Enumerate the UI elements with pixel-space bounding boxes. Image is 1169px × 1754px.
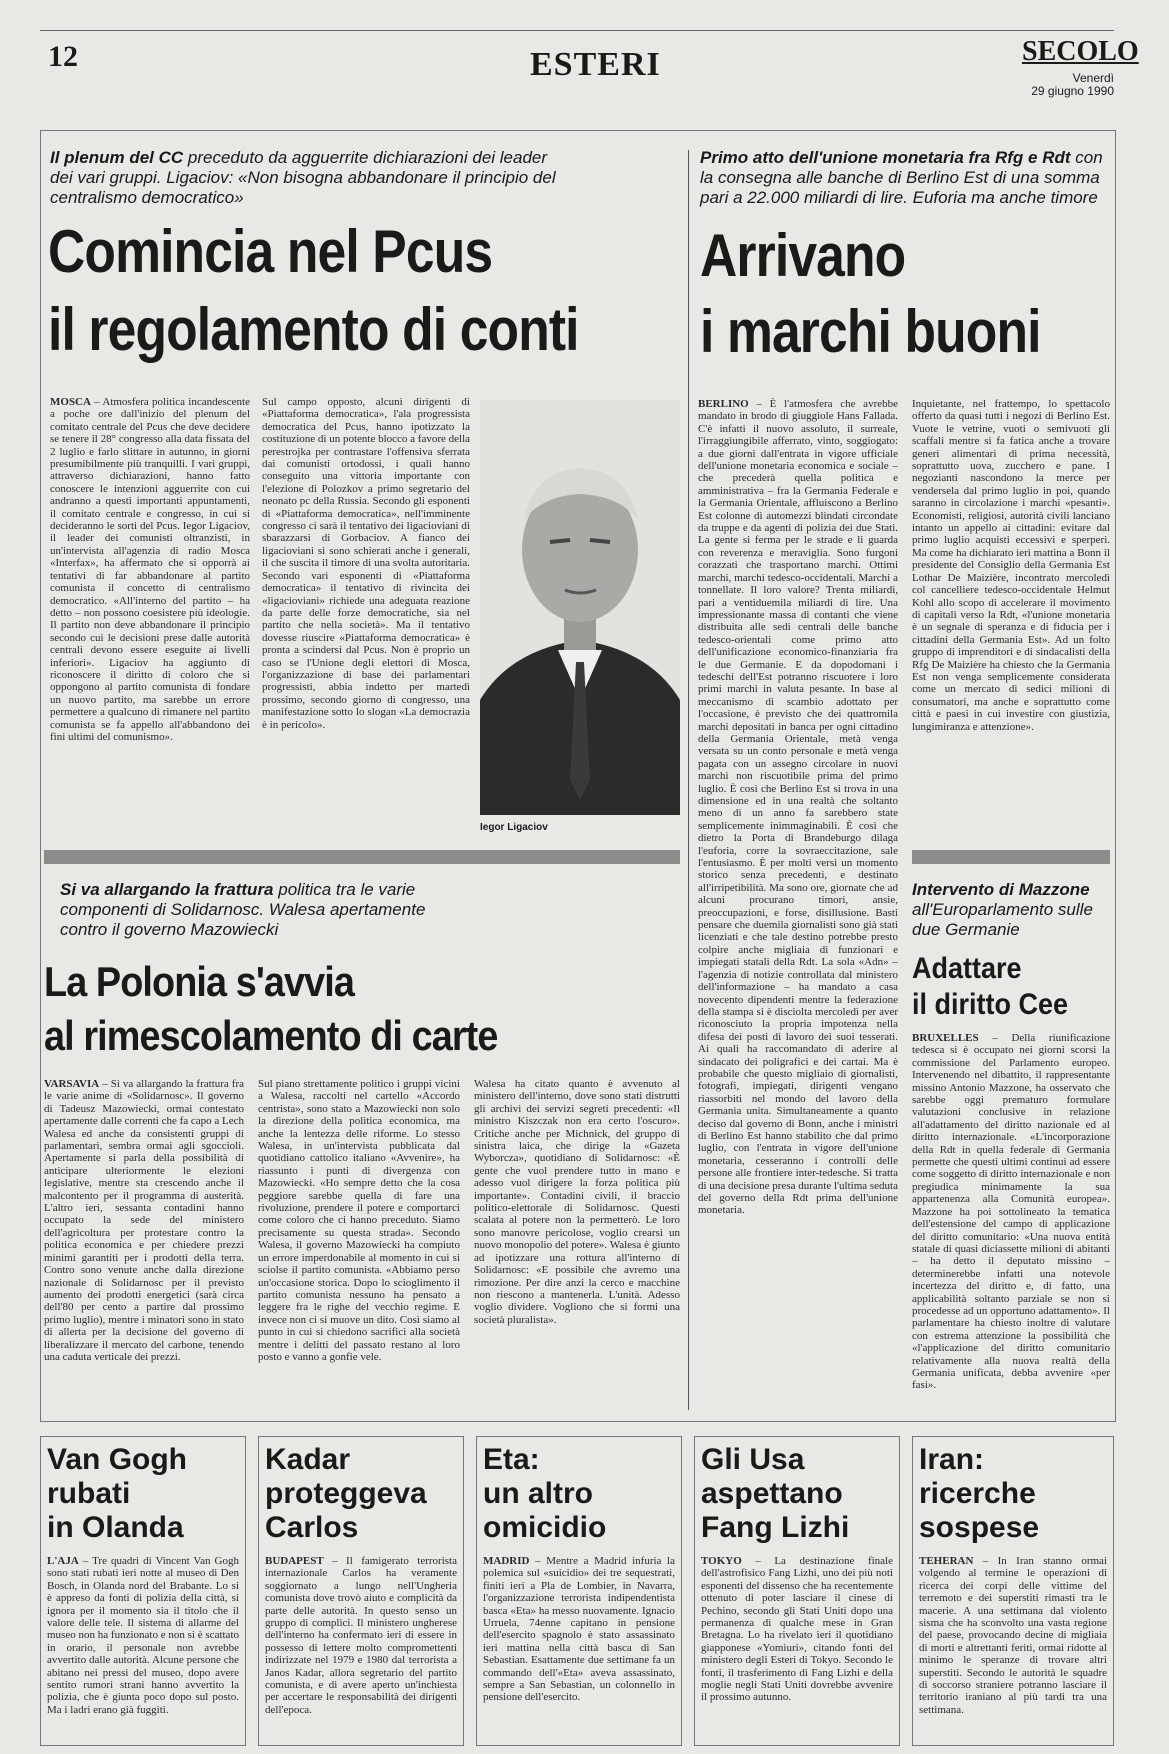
brief-text-eta [483, 1555, 675, 1741]
pcus-headline-line1: Comincia nel Pcus [48, 218, 493, 285]
pcus-column-2 [262, 396, 470, 836]
brief-box-iran [912, 1436, 1114, 1746]
pcus-headline-line2: il regolamento di conti [48, 296, 579, 363]
pcus-kicker-rest: preceduto da agguerrite dichiarazioni dei leader dei vari gruppi. Ligaciov: «Non bisogna abbandonare il principio del centralismo democratico» [50, 148, 556, 207]
polonia-headline-line1: La Polonia s'avvia [44, 958, 355, 1005]
polonia-kicker [60, 880, 460, 940]
brief-headline-van-gogh [47, 1443, 243, 1545]
brief-headline-iran [919, 1443, 1111, 1545]
mazzone-kicker-rest: all'Europarlamento sulle due Germanie [912, 900, 1093, 939]
rdt-headline-line2: i marchi buoni [700, 298, 1041, 365]
polonia-place: VARSAVIA [44, 1078, 100, 1090]
rdt-kicker-lead: Primo atto dell'unione monetaria fra Rfg e Rdt [700, 148, 1071, 167]
brief-place: L'AJA [47, 1555, 79, 1567]
brief-headline-line: Van Gogh [47, 1443, 188, 1476]
pcus-kicker-lead: Il plenum del CC [50, 148, 184, 167]
brief-box-fang-lizhi [694, 1436, 900, 1746]
brief-place: TEHERAN [919, 1555, 974, 1567]
brief-text-fang-lizhi [701, 1555, 893, 1741]
polonia-column-1 [44, 1078, 244, 1414]
polonia-kicker-rest: politica tra le varie componenti di Solidarnosc. Walesa apertamente contro il governo Mazowiecki [60, 880, 426, 939]
rdt-column-2 [912, 398, 1110, 846]
page-number: 12 [48, 40, 78, 73]
brief-body: – Mentre a Madrid infuria la polemica sul «suicidio» dei tre sequestrati, finiti ieri a Pla de Lombier, in Navarra, l'organizzazione terrorista indipendentista basca «Eta» ha messo nuovamente. Ignacio Urruela, 74enne capitano in pensione dell'esercito spagnolo è stato assassinato ieri mattina nella città basca di San Sebastian. Esattamente due settimane fa un commando dell'«Eta» aveva assassinato, sempre a San Sebastian, un colonnello in pensione dell'esercito. [483, 1555, 675, 1704]
mazzone-place: BRUXELLES [912, 1032, 979, 1044]
issue-date: 29 giugno 1990 [1031, 84, 1114, 98]
brief-headline-line: in Olanda [47, 1511, 184, 1544]
brief-text-van-gogh [47, 1555, 239, 1741]
mazzone-kicker-lead: Intervento di Mazzone [912, 880, 1090, 899]
brief-headline-line: Eta: [483, 1443, 540, 1476]
section-title: ESTERI [530, 46, 661, 83]
rdt-kicker [700, 148, 1110, 208]
gray-divider-left [44, 850, 680, 864]
rdt-headline-line1: Arrivano [700, 222, 906, 289]
brief-box-van-gogh [40, 1436, 246, 1746]
pcus-col1-text: – Atmosfera politica incandescente a poche ore dall'inizio del plenum del comitato centrale del Pcus che deve decidere se tenere il 28° congresso alla data fissata del 2 luglio e farlo slittare in autunno, in giorni presumibilmente più tranquilli. I vari gruppi, attraverso dichiarazioni, hanno fatto conoscere le intenzioni agguerrite con cui andranno a questi importanti appuntamenti, il comitato centrale e congresso, in cui si decideranno le sorti del Pcus. Iegor Ligaciov, il leader dei comunisti oltranzisti, in un'intervista all'agenzia di radio Mosca «Interfax», ha affermato che si opporrà ai tentativi di far abbandonare al partito comunista il concetto di centralismo democratico. «All'interno del partito – ha detto – non possono coesistere più ideologie. Il partito non deve abbandonare il principio secondo cui le decisioni prese dalle autorità centrali devono essere eseguite ai livelli inferiori». Ligaciov ha aggiunto di riconoscere il diritto di coloro che si oppongono al partito comunista di fondare un nuovo partito, ma sarebbe un errore permettere a qualcuno di rimanere nel partito comunista se fa appello all'abbandono dei fini ultimi del comunismo». [50, 396, 250, 743]
brief-headline-kadar [265, 1443, 461, 1545]
pcus-column-1 [50, 396, 250, 836]
brief-headline-eta [483, 1443, 679, 1545]
brief-place: MADRID [483, 1555, 530, 1567]
polonia-headline-line2: al rimescolamento di carte [44, 1012, 498, 1059]
mazzone-kicker [912, 880, 1112, 940]
brief-box-kadar [258, 1436, 464, 1746]
vertical-divider [688, 150, 689, 1410]
brief-headline-fang-lizhi [701, 1443, 897, 1545]
rdt-col2-text: Inquietante, nel frattempo, lo spettacolo offerto da quasi tutti i negozi di Berlino Est. Vuote le vetrine, vuoti o semivuoti gli scaffali mentre si fa fatica anche a trovare generi alimentari di prima necessità, soprattutto uova, zucchero e pane. I negozianti nascondono la merce per vendersela dal primo luglio in poi, quando saranno in circolazione i marchi «pesanti». Economisti, religiosi, autorità civili lanciano intanto un appello ai cittadini: evitare dal primo luglio acquisti eccessivi e sperperi. Ma come ha dichiarato ieri mattina a Bonn il presidente del Consiglio della Germania Est Lothar De Maizière, incontrato mercoledì col cancelliere tedesco-occidentale Helmut Kohl allo scopo di accelerare il movimento di capitali verso la Rdt, «l'unione monetaria è un segnale di speranza e di fiducia per i cittadini della Germania Est». Ad un folto gruppo di imprenditori e di sindacalisti della Rfg De Maizière ha chiesto che la Germania Est non venga semplicemente considerata come un mercato di sedici milioni di consumatori, ma anche e soprattutto come città e paesi in cui investire con giustizia, lungimiranza e attenzione». [912, 398, 1110, 733]
brief-body: – Tre quadri di Vincent Van Gogh sono stati rubati ieri notte al museo di Den Bosch, in Olanda nord del Brabante. Lo si è appreso da fonti di polizia della città, si ignora per il momento sia il titolo che il valore delle tele. Il sistema di allarme del museo non ha funzionato e non si è scattato in orario, il personale non avrebbe avvertito dalle autorità. Alcune persone che abitano nei pressi del museo, dopo avere sentito rumori strani hanno avvertito la polizia, che è giunta poco dopo sul posto. Ma i ladri erano già fuggiti. [47, 1555, 239, 1716]
mazzone-column [912, 1032, 1110, 1414]
polonia-column-3 [474, 1078, 680, 1414]
portrait-illustration [480, 400, 680, 815]
masthead-logo: SECOLO [1022, 36, 1139, 67]
mazzone-headline-line1: Adattare [912, 952, 1022, 985]
brief-box-eta [476, 1436, 682, 1746]
brief-headline-line: proteggeva [265, 1477, 427, 1510]
rdt-column-1 [698, 398, 898, 1414]
brief-headline-line: Kadar [265, 1443, 351, 1476]
brief-headline-line: sospese [919, 1511, 1040, 1544]
brief-headline-line: Iran: [919, 1443, 985, 1476]
brief-headline-line: Fang Lizhi [701, 1511, 850, 1544]
polonia-col1-text: – Si va allargando la frattura fra le varie anime di «Solidarnosc». Il governo di Tadeusz Mazowiecki, ormai contestato apertamente dalle correnti che fa capo a Lech Walesa ed anche da consistenti gruppi di parlamentari, sembra ormai agli sgoccioli. Apertamente si parla della possibilità di anticipare ulteriormente le elezioni legislative, mentre sta crescendo anche il malcontento per il programma di austerità. L'altro ieri, sessanta contadini hanno occupato la sede del ministero dell'agricoltura per protestare contro la politica economica e per chiedere prezzi minimi garantiti per i prodotti della terra. Contro sono venute anche dalla direzione nazionale di Solidarnosc per il previsto aumento dei prodotti energetici (sarà circa dell'80 per cento a partire dal prossimo primo luglio), mentre i minatori sono in stato di allerta per la decisione del governo di liberalizzare il mercato del carbone, tenendo una caduta verticale dei prezzi. [44, 1078, 244, 1363]
portrait-photo [480, 400, 680, 815]
photo-caption: Iegor Ligaciov [480, 822, 548, 833]
brief-headline-line: omicidio [483, 1511, 607, 1544]
top-rule [40, 30, 1114, 31]
mazzone-headline-line2: il diritto Cee [912, 988, 1069, 1021]
brief-body: – Il famigerato terrorista internazionale Carlos ha veramente soggiornato a lungo nell'Ungheria comunista dove trovò aiuto e complicità da parte delle autorità. In questo senso un gruppo di complici. Il ministero ungherese dell'interno ha confermato ieri di essere in possesso di lettere molto compromettenti indirizzate nel 1979 e 1980 dal terrorista a Janos Kadar, allora segretario del partito comunista, e di avere aperto un'inchiesta per accertare le responsabilità dei dirigenti dell'epoca. [265, 1555, 457, 1716]
brief-body: – In Iran stanno ormai volgendo al termine le operazioni di ricerca dei corpi delle vittime del terremoto e dei superstiti rimasti tra le macerie. A una settimana dal violento sisma che ha sconvolto una vasta regione del paese, provocando decine di migliaia di morti e altrettanti feriti, ormai ridotte al minimo le speranze di trovare altri superstiti. Secondo le autorità le squadre di soccorso straniere potranno lasciare il territorio iraniano al più tardi tra una settimana. [919, 1555, 1107, 1716]
polonia-column-2 [258, 1078, 460, 1414]
polonia-col2-text: Sul piano strettamente politico i gruppi vicini a Walesa, raccolti nel cartello «Accordo centrista», sono stato a Mazowiecki non solo la direzione della politica economica, ma anche la lentezza delle riforme. Lo stesso Walesa, in un'intervista pubblicata dal quotidiano cattolico italiano «Avvenire», ha riassunto i punti di divergenza con Mazowiecki. «Ho sempre detto che la cosa peggiore sarebbe quella di fare una rivoluzione, prendere il potere e comportarci come coloro che ci hanno preceduto. Siamo precisamente su questa strada». Secondo Walesa, il governo Mazowiecki ha compiuto un errore imperdonabile al momento in cui si sciolse il partito comunista. «Abbiamo perso un'occasione storica. Dopo lo scioglimento il partito comunista nessuno ha pensato a leggere fra le righe del vecchio regime. E invece non ci si muove un dito. Così siamo al punto in cui si chiedono sacrifici alla società mentre i delitti del passato restano al loro posto e vanno a gonfie vele. [258, 1078, 460, 1363]
polonia-col3-text: Walesa ha citato quanto è avvenuto al ministero dell'interno, dove sono stati distrutti gli archivi dei servizi segreti precedenti: «Il ministro Kiszczak non era certo l'oscuro». Critiche anche per Michnick, del gruppo di sinistra laica, che dirige la «Gazeta Wyborcza», quotidiano di Solidarnosc: «È gente che vuol prendere tutto in mano e adesso vuol dirigere la forza politica più importante». Contadini civili, il braccio politico-elettorale di Solidarnosc. Questi scalata al potere non la permetterò. Le loro sono manovre pericolose, voglio crearsi un nuovo monopolio del potere». Walesa è giunto ad ipotizzare una rottura all'interno di Solidarnosc: «E possibile che avremo una rimozione. Per dire anzi la cerco e macchine non riescono a mantenerla. L'unità. Adesso voglio dividere. Vogliono che si formi una società pluralista». [474, 1078, 680, 1326]
brief-headline-line: Carlos [265, 1511, 359, 1544]
dateline [1022, 72, 1114, 98]
polonia-kicker-lead: Si va allargando la frattura [60, 880, 274, 899]
rdt-col1-text: – È l'atmosfera che avrebbe mandato in brodo di giuggiole Hans Fallada. C'è infatti il nuovo assoluto, il surreale, l'irraggiungibile afferrato, vinto, soggiogato: a due giorni dall'entrata in vigore ufficiale dell'unione monetaria economica e sociale – che precederà quella politica e amministrativa – fra la Germania Federale e la Germania Orientale, affluiscono a Berlino Est colonne di automezzi blindati circondate da truppe e da agenti di polizia dei due Stati. La gente si ferma per le strade e li guarda con reverenza e meraviglia. Sono furgoni corazzati che trasportano marchi. Ottimi marchi, marchi tedesco-occidentali. Marchi a tonnellate. Il loro valore? Trenta miliardi, pari a ventiduemila miliardi di lire. Una impressionante massa di contanti che viene distribuita alle sedi centrali delle banche tedesco-orientali come primo atto dell'unificazione economico-finanziaria fra le due Germanie. E da dopodomani i tedeschi dell'Est potranno riscuotere i loro primi marchi in valuta pesante. In base al meccanismo di scambio adottato per l'occasione, è previsto che dei quattromila marchi depositati in banca per ogni cittadino della Germania Orientale, metà venga versata su un conto personale e metà venga pagata con un assegno circolare in nuovi marchi non riscuotibile prima del primo luglio. È così che Berlino Est si trova in una dimensione ed in una realtà che soltanto meno di un anno fa sarebbero state semplicemente inimmaginabili. È così che dietro la Porta di Brandeburgo dilaga l'euforia, corre la sovraeccitazione, sale l'entusiasmo. È per molti versi un momento storico senza precedenti, e destinato all'irripetibilità. Ma sono ore, giornate che ad alcuni procurano timori, ansie, preoccupazioni, e forse, disillusione. Basti pensare che duemila giornalisti sono già stati licenziati e che tale destino potrebbe presto colpire anche migliaia di funzionari e impiegati statali della Rdt. La sola «Adn» – l'agenzia di notizie controllata dal ministero dell'informazione – ha mandato a casa novecento dipendenti mentre la federazione della stampa si è disciolta mercoledì per aver riconosciuto la propria impotenza nella difesa dei posti di lavoro dei suoi tesserati. Ai quali ha raccomandato di aderire al sindacato dei poligrafici e dei cartai. Ma è probabile che questo migliaio di giornalisti, fotografi, impiegati, dirigenti vengano riassorbiti nel mondo del lavoro della Germania unita. Simultaneamente a quanto deciso dal governo di Bonn, anche i ministri di Berlino Est hanno stabilito che dal primo luglio, con l'entrata in vigore dell'unione monetaria, cesseranno i controlli delle persone alle frontiere inter-tedesche. Si tratta di una decisione presa durante l'ultima seduta del governo della Rdt prima dell'unione monetaria. [698, 398, 898, 1217]
brief-text-iran [919, 1555, 1107, 1741]
brief-place: TOKYO [701, 1555, 742, 1567]
pcus-place: MOSCA [50, 396, 91, 408]
pcus-col2-text: Sul campo opposto, alcuni dirigenti di «Piattaforma democratica», l'ala progressista democratica del Pcus, hanno ipotizzato la costituzione di un potente blocco a favore della perestrojka per contrastare l'offensiva sferrata dai comunisti ortodossi, i quali hanno conseguito una vittoria importante con l'elezione di Polozkov a primo segretario del neonato pc della Russia. Secondo gli esponenti di «Piattaforma democratica», nell'imminente congresso ci sarà il tentativo dei ligacioviani di sbarazzarsi di Gorbaciov. A fianco dei ligacioviani si sono schierati anche i generali, il che suscita il timore di una svolta autoritaria. Secondo vari esponenti di «Piattaforma democratica» il tentativo di rivincita dei «ligacioviani» richiede una adeguata reazione da parte delle forze democratiche, sia nel partito che nella società». Ma il tentativo dovesse riuscire «Piattaforma democratica» è pronta a scindersi dal Pcus. Non è proprio un caso se l'Unione degli elettori di Mosca, l'organizzazione di base dei parlamentari progressisti, abbia indetto per martedì prossimo, secondo giorno di congresso, una manifestazione sotto lo slogan «La democrazia è in pericolo». [262, 396, 470, 731]
brief-headline-line: aspettano [701, 1477, 843, 1510]
brief-headline-line: Gli Usa [701, 1443, 805, 1476]
brief-text-kadar [265, 1555, 457, 1741]
brief-body: – La destinazione finale dell'astrofisico Fang Lizhi, uno dei più noti esponenti del dissenso che ha recentemente ottenuto di poter lasciare il cinese di Pechino, secondo gli Stati Uniti dopo una permanenza di qualche mese in Gran Bretagna. Lo ha rivelato ieri il quotidiano giapponese «Yomiuri», citando fonti del ministero degli Esteri di Tokyo. Secondo le fonti, il trasferimento di Fang Lizhi e della moglie negli Stati Uniti dovrebbe avvenire il prossimo autunno. [701, 1555, 893, 1704]
brief-headline-line: ricerche [919, 1477, 1036, 1510]
briefs-row [40, 1436, 1114, 1746]
brief-headline-line: rubati [47, 1477, 131, 1510]
rdt-place: BERLINO [698, 398, 749, 410]
brief-place: BUDAPEST [265, 1555, 324, 1567]
brief-headline-line: un altro [483, 1477, 593, 1510]
gray-divider-right [912, 850, 1110, 864]
pcus-kicker [50, 148, 570, 208]
mazzone-col1-text: – Della riunificazione tedesca si è occupato nei giorni scorsi la commissione del Parlamento europeo. Intervenendo nel dibattito, il rappresentante missino Antonio Mazzone, ha osservato che sarebbe oggi prematuro formulare valutazioni conclusive in relazione all'adattamento del diritto nazionale ed al diritto internazionale. «L'incorporazione della Rdt in quella federale di Germania permette che questi ultimi continui ad essere come soggetto di diritto internazionale e non pregiudica minimamente la sua appartenenza alla Comunità europea». Mazzone ha poi sottolineato la tematica dell'estensione del campo di applicazione del diritto comunitario: «Una nuova entità statale di quasi diciassette milioni di abitanti – ha detto il deputato missino – determinerebbe infatti una notevole incertezza del diritto e, di fatto, una applicabilità soltanto parziale se non si procedesse ad un opportuno adattamento». Il parlamentare ha chiesto inoltre di valutare con estrema attenzione la possibilità che «l'applicazione del diritto comunitario relativamente alla nuova realtà della Germania unificata, debba avvenire «per fasi». [912, 1032, 1110, 1392]
weekday: Venerdì [1072, 71, 1114, 85]
rdt-kicker-rest: con la consegna alle banche di Berlino Est di una somma pari a 22.000 miliardi di lire. Euforia ma anche timore [700, 148, 1103, 207]
